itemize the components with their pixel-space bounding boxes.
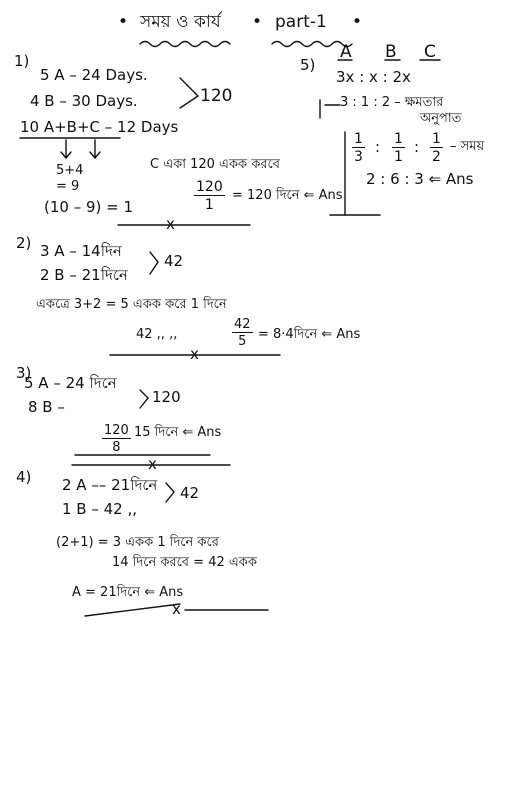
p4-lcm: 42 <box>180 484 200 502</box>
p1-frac-den: 1 <box>204 197 214 213</box>
p5-frac-2-num: 1 <box>394 131 403 147</box>
p4-answer: A = 21দিনে ⇐ Ans <box>72 585 184 600</box>
p3-fraction <box>102 424 131 454</box>
p3-line-b: 8 B – <box>28 398 65 416</box>
p4-divider-mark: x <box>172 600 181 618</box>
p5-frac-2 <box>392 132 405 164</box>
p1-number: 1) <box>14 52 30 70</box>
p1-line-a: 5 A – 24 Days. <box>40 66 148 84</box>
header-part: part-1 <box>275 12 327 32</box>
p5-frac-3-num: 1 <box>432 131 441 147</box>
p2-number: 2) <box>16 234 32 252</box>
p1-fraction <box>194 180 225 212</box>
p3-lcm: 120 <box>152 388 181 406</box>
p3-frac-num: 120 <box>104 423 129 438</box>
p5-frac-1 <box>352 132 365 164</box>
header-bullet-mid: • <box>252 12 263 32</box>
p2-fraction <box>232 318 253 348</box>
p2-lcm: 42 <box>164 252 184 270</box>
header-bullet-right: • <box>352 12 363 32</box>
p4-number: 4) <box>16 468 32 486</box>
p5-frac-2-den: 1 <box>394 149 403 165</box>
p3-line-a: 5 A – 24 দিনে <box>24 374 117 392</box>
header-topic: সময় ও কার্য <box>140 12 221 32</box>
p4-work-2: 14 দিনে করবে = 42 একক <box>112 555 257 570</box>
p5-ratio-capacity: 3 : 1 : 2 – ক্ষমতার <box>340 95 444 110</box>
p2-divider-mark: x <box>190 345 199 363</box>
p4-line-b: 1 B – 42 ,, <box>62 500 138 518</box>
p1-frac-num: 120 <box>196 179 223 195</box>
p1-diff: (10 – 9) = 1 <box>44 198 134 216</box>
p2-line-a: 3 A – 14দিন <box>40 242 122 260</box>
p1-c-text: C একা 120 একক করবে <box>150 157 280 172</box>
p2-frac-num: 42 <box>234 317 251 332</box>
p1-sum-a: 5+4 <box>56 163 84 178</box>
p5-head-b: B <box>385 42 397 62</box>
p2-line-b: 2 B – 21দিনে <box>40 266 128 284</box>
p3-divider-mark: x <box>148 455 157 473</box>
p1-sum-b: = 9 <box>56 179 80 194</box>
p3-answer: 15 দিনে ⇐ Ans <box>134 425 222 440</box>
p1-answer: = 120 দিনে ⇐ Ans <box>232 188 343 203</box>
p5-number: 5) <box>300 56 316 74</box>
p5-colon-2: : <box>414 138 420 156</box>
p2-calc-prefix: 42 ,, ,, <box>136 327 178 342</box>
p5-time-label: – সময় <box>450 139 485 154</box>
p1-line-abc: 10 A+B+C – 12 Days <box>20 118 179 136</box>
p1-line-b: 4 B – 30 Days. <box>30 92 138 110</box>
header-bullet-left: • <box>118 12 129 32</box>
p3-number: 3) <box>16 364 32 382</box>
p5-ratio-label: অনুপাত <box>420 111 462 126</box>
p2-frac-den: 5 <box>238 334 247 349</box>
p5-frac-3 <box>430 132 443 164</box>
p5-ratio-x: 3x : x : 2x <box>336 68 411 86</box>
p3-frac-den: 8 <box>112 440 121 455</box>
p4-work-1: (2+1) = 3 একক 1 দিনে করে <box>56 535 219 550</box>
p1-lcm: 120 <box>200 86 233 106</box>
p4-line-a: 2 A –– 21দিনে <box>62 476 158 494</box>
p2-answer: = 8·4দিনে ⇐ Ans <box>258 327 361 342</box>
p2-work: একত্রে 3+2 = 5 একক করে 1 দিনে <box>36 297 227 312</box>
p5-frac-1-num: 1 <box>354 131 363 147</box>
p5-result: 2 : 6 : 3 ⇐ Ans <box>366 170 474 188</box>
p1-divider-mark: x <box>166 215 175 233</box>
p5-colon-1: : <box>375 138 381 156</box>
p5-frac-1-den: 3 <box>354 149 363 165</box>
p5-frac-3-den: 2 <box>432 149 441 165</box>
p5-head-a: A <box>340 42 352 62</box>
p5-head-c: C <box>424 42 436 62</box>
